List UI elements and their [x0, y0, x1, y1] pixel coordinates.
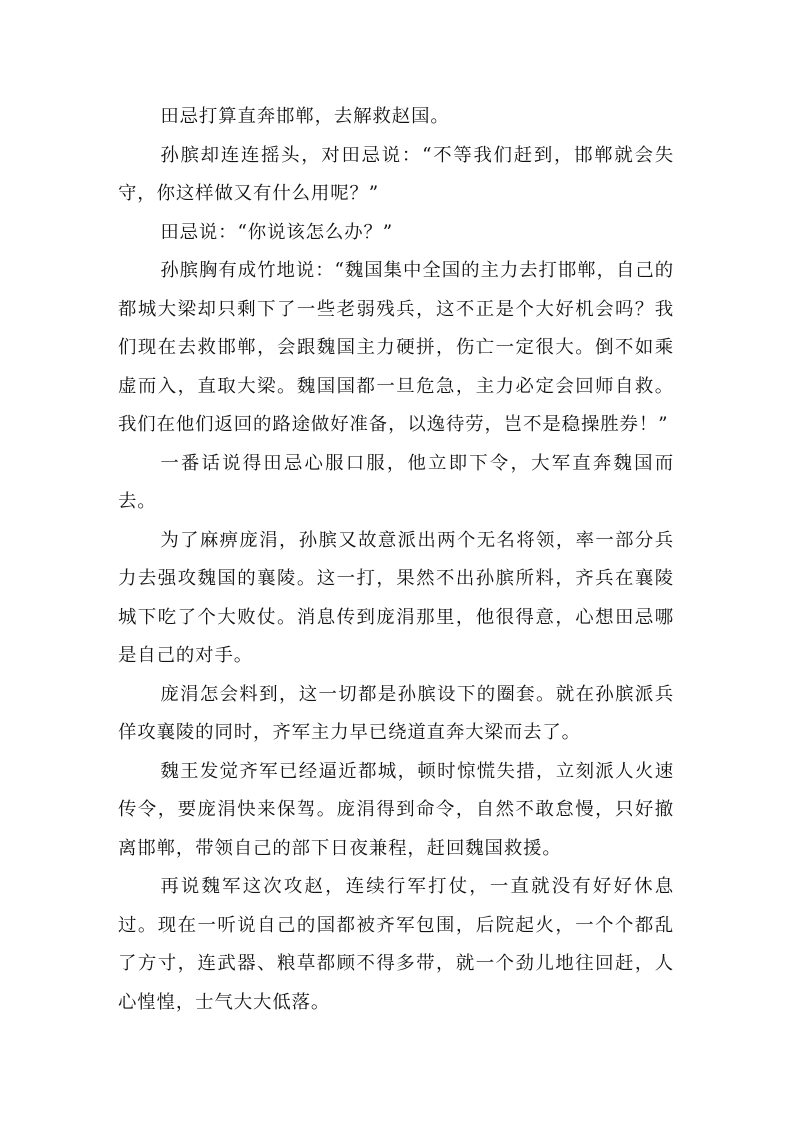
paragraph: 田忌说：“你说该怎么办？” [160, 221, 394, 243]
document-page [118, 98, 674, 1022]
paragraph: 为了麻痹庞涓，孙膑又故意派出两个无名将领，率一部分兵力去强攻魏国的襄陵。这一打，果然不出孙膑所料，齐兵在襄陵城下吃了个大败仗。消息传到庞涓那里，他很得意，心想田忌哪是自己的对手。 [118, 529, 674, 666]
paragraph: 孙膑胸有成竹地说：“魏国集中全国的主力去打邯郸，自己的都城大梁却只剩下了一些老弱残兵，这不正是个大好机会吗？我们现在去救邯郸，会跟魏国主力硬拼，伤亡一定很大。倒不如乘虚而入，直取大梁。魏国国都一旦危急，主力必定会回师自救。我们在他们返回的路途做好准备，以逸待劳，岂不是稳操胜券！” [118, 260, 674, 435]
paragraph: 田忌打算直奔邯郸，去解救赵国。 [160, 106, 450, 127]
paragraph: 孙膑却连连摇头，对田忌说：“不等我们赶到，邯郸就会失守，你这样做又有什么用呢？” [118, 144, 674, 204]
paragraph: 再说魏军这次攻赵，连续行军打仗，一直就没有好好休息过。现在一听说自己的国都被齐军包围，后院起火，一个个都乱了方寸，连武器、粮草都顾不得多带，就一个劲儿地往回赶，人心惶惶，士气大大低落。 [118, 876, 674, 1013]
paragraph: 一番话说得田忌心服口服，他立即下令，大军直奔魏国而去。 [118, 452, 674, 512]
paragraph: 庞涓怎会料到，这一切都是孙膑设下的圈套。就在孙膑派兵佯攻襄陵的同时，齐军主力早已绕道直奔大梁而去了。 [118, 683, 674, 743]
paragraph: 魏王发觉齐军已经逼近都城，顿时惊慌失措，立刻派人火速传令，要庞涓快来保驾。庞涓得到命令，自然不敢怠慢，只好撤离邯郸，带领自己的部下日夜兼程，赶回魏国救援。 [118, 760, 674, 859]
